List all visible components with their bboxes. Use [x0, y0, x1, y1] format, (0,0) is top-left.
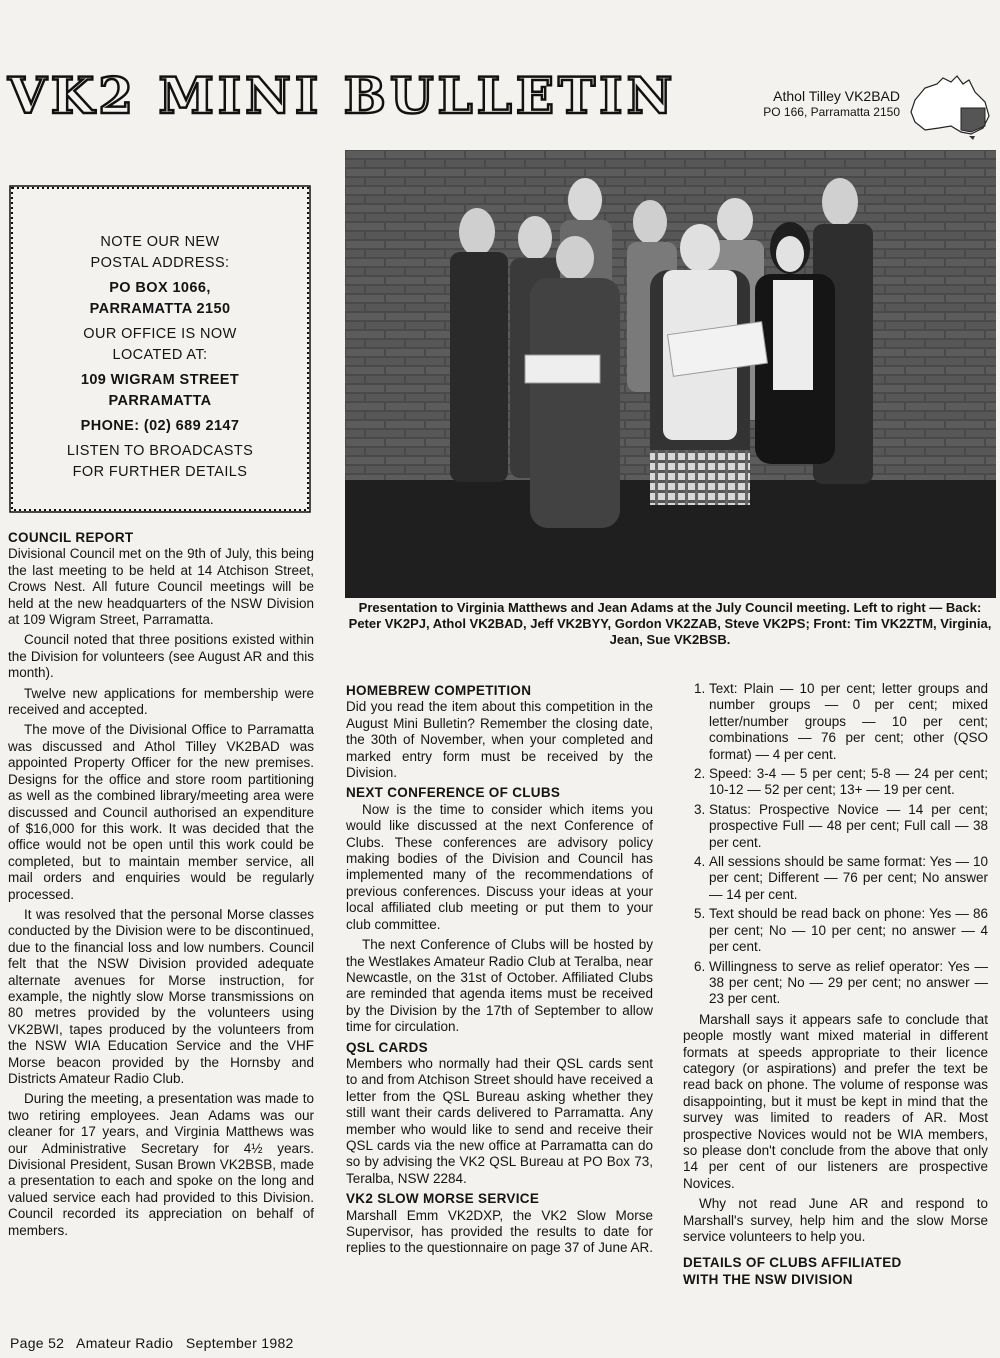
author-name: Athol Tilley VK2BAD: [773, 88, 900, 104]
office-phone: PHONE: (02) 689 2147: [80, 418, 240, 434]
qsl-paragraph: Members who normally had their QSL cards sent to and from Atchison Street should have received a letter from the QSL Bureau asking whether they still want their cards delivered to Parramatta. Any member who would like to send and receive their QSL cards via the new office at Parramatta can do so by advising the VK2 QSL Bureau at PO Box 73, Teralba, NSW 2284.: [346, 1055, 653, 1186]
photo-caption: Presentation to Virginia Matthews and Jean Adams at the July Council meeting. Left to right — Back: Peter VK2PJ, Athol VK2BAD, Jeff VK2BYY, Gordon VK2ZAB, Steve VK2PS; Front: Tim VK2ZTM, Virginia, Jean, Sue VK2BSB.: [348, 600, 992, 647]
list-item: 3. Status: Prospective Novice — 14 per cent; prospective Full — 48 per cent; Full call — 38 per cent.: [709, 802, 988, 851]
notice-box: [8, 184, 312, 514]
list-item: 4. All sessions should be same format: Yes — 10 per cent; Different — 76 per cent; No answer — 14 per cent.: [709, 854, 988, 903]
council-paragraph: Twelve new applications for membership were received and accepted.: [8, 685, 314, 718]
council-paragraph: Council noted that three positions existed within the Division for volunteers (see August AR and this month).: [8, 632, 314, 681]
photo-illustration: [345, 150, 996, 598]
morse-paragraph: Why not read June AR and respond to Marshall's survey, help him and the slow Morse service volunteers to help you.: [683, 1196, 988, 1244]
column-right: [683, 681, 988, 1288]
office-street: 109 WIGRAM STREET: [80, 372, 240, 388]
po-box: PO BOX 1066,: [109, 280, 211, 296]
homebrew-paragraph: Did you read the item about this competition in the August Mini Bulletin? Remember the closing date, the 30th of November, when your completed and marked entry form must be received by the Division.: [346, 699, 653, 781]
council-heading: COUNCIL REPORT: [8, 530, 134, 545]
council-paragraph: Divisional Council met on the 9th of July, this being the last meeting to be held at 14 Atchison Street, Crows Nest. All future Council meetings will be held at the new headquarters of the NSW Division at 109 Wigram Street, Parramatta.: [8, 546, 314, 628]
list-item: 1. Text: Plain — 10 per cent; letter groups and number groups — 0 per cent; mixed letter/number groups — 10 per cent; combinations — 76 per cent; other (QSO format) — 4 per cent.: [709, 681, 988, 763]
conference-heading: NEXT CONFERENCE OF CLUBS: [346, 785, 561, 801]
author-address: PO 166, Parramatta 2150: [763, 105, 900, 119]
notice-line: LOCATED AT:: [112, 347, 208, 363]
list-item: 2. Speed: 3-4 — 5 per cent; 5-8 — 24 per cent; 10-12 — 52 per cent; 13+ — 19 per cent.: [709, 766, 988, 799]
list-item: 6. Willingness to serve as relief operator: Yes — 38 per cent; No — 29 per cent; no answer — 23 per cent.: [709, 959, 988, 1008]
council-paragraph: It was resolved that the personal Morse classes conducted by the Division were to be discontinued, due to the financial loss and low numbers. Council felt that the NSW Division provided adequate alternate avenues for Morse instruction, for example, the nightly slow Morse transmissions on 80 metres provided by the volunteers using VK2BWI, tapes produced by the volunteers from the NSW WIA Education Service and the VHF Morse beacon provided by the Hornsby and Districts Amateur Radio Club.: [8, 906, 314, 1086]
byline: [700, 88, 900, 120]
notice-line: OUR OFFICE IS NOW: [83, 326, 237, 342]
clubs-heading-line: DETAILS OF CLUBS AFFILIATED: [683, 1255, 902, 1271]
conference-paragraph: Now is the time to consider which items you would like discussed at the next Conference of Clubs. These conferences are advisory policy making bodies of the Division and Council has implemented many of the recommendations of previous conferences. Discuss your ideas at your local affiliated club meeting or put them to your club committee.: [346, 801, 653, 932]
notice-line: FOR FURTHER DETAILS: [72, 464, 248, 480]
clubs-heading: [683, 1255, 988, 1288]
office-suburb: PARRAMATTA: [108, 393, 212, 409]
conference-paragraph: The next Conference of Clubs will be hosted by the Westlakes Amateur Radio Club at Teralba, near Newcastle, on the 31st of October. Affiliated Clubs are reminded that agenda items must be received by the Division by the 17th of September to allow time for circulation.: [346, 937, 653, 1035]
column-left: [8, 528, 314, 1243]
notice-line: NOTE OUR NEW: [100, 234, 220, 250]
clubs-heading-line: WITH THE NSW DIVISION: [683, 1271, 853, 1287]
page-footer: Page 52 Amateur Radio September 1982: [10, 1335, 294, 1351]
column-middle: [346, 681, 653, 1261]
notice-line: POSTAL ADDRESS:: [90, 255, 230, 271]
morse-paragraph: Marshall says it appears safe to conclude that people mostly want mixed material in different formats at speeds appropriate to their licence category (or aspirations) and prefer the text be read back on phone. The volume of response was disappointing, but it must be kept in mind that the survey was limited to readers of AR. Most prospective Novices would not be WIA members, so please don't conclude from the above that only 14 per cent of our listeners are prospective Novices.: [683, 1011, 988, 1191]
qsl-heading: QSL CARDS: [346, 1039, 428, 1055]
survey-results-list: [683, 681, 988, 1008]
group-photo: [345, 150, 996, 598]
bulletin-title: VK2 MINI BULLETIN: [8, 66, 677, 125]
australia-map-icon: [905, 72, 997, 140]
po-town: PARRAMATTA 2150: [89, 301, 231, 317]
morse-paragraph: Marshall Emm VK2DXP, the VK2 Slow Morse Supervisor, has provided the results to date for replies to the questionnaire on page 37 of June AR.: [346, 1207, 653, 1256]
notice-line: LISTEN TO BROADCASTS: [66, 443, 254, 459]
list-item: 5. Text should be read back on phone: Yes — 86 per cent; No — 10 per cent; no answer — 4 per cent.: [709, 906, 988, 955]
morse-heading: VK2 SLOW MORSE SERVICE: [346, 1191, 540, 1207]
council-paragraph: The move of the Divisional Office to Parramatta was discussed and Athol Tilley VK2BAD was appointed Property Officer for the new premises. Designs for the office and store room partitioning as well as the combined library/meeting area were discussed and Council authorised an expenditure of $16,000 for this work. It was decided that the office would not be open until this work could be completed, but to maintain member service, all mail orders and enquiries would be regularly processed.: [8, 722, 314, 902]
council-paragraph: During the meeting, a presentation was made to two retiring employees. Jean Adams was our cleaner for 17 years, and Virginia Matthews was our Administrative Secretary for 4½ years. Divisional President, Susan Brown VK2BSB, made a presentation to each and spoke on the long and valued service each had provided to this Division. Council recorded its appreciation on behalf of members.: [8, 1091, 314, 1238]
homebrew-heading: HOMEBREW COMPETITION: [346, 683, 532, 698]
